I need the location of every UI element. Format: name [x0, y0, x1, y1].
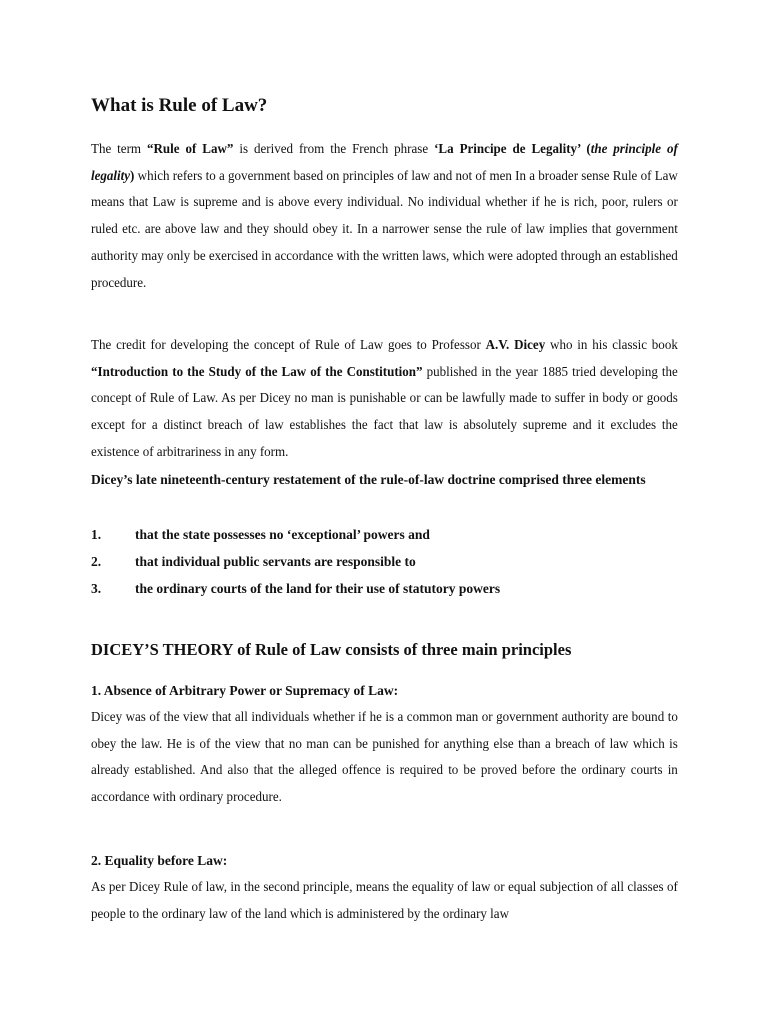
section-heading: DICEY’S THEORY of Rule of Law consists of three main principles	[91, 640, 572, 659]
paragraph-dicey-credit	[91, 333, 678, 467]
text: The credit for developing the concept of Rule of Law goes to Professor	[91, 338, 486, 353]
paragraph-three-elements: Dicey’s late nineteenth-century restatement of the rule-of-law doctrine comprised three elements	[91, 472, 646, 487]
paragraph-definition	[91, 137, 678, 297]
list-number: 1.	[91, 527, 102, 542]
principle-2-body: As per Dicey Rule of law, in the second principle, means the equality of law or equal subjection of all classes of people to the ordinary law of the land which is administered by the ordinary law	[91, 880, 678, 922]
elements-list	[91, 521, 678, 602]
list-text: that individual public servants are responsible to	[135, 554, 416, 569]
list-item	[91, 521, 678, 548]
text: published in the year 1885 tried developing the concept of Rule of Law. As per Dicey no man is punishable or can be lawfully made to suffer in body or goods except for a distinct breach of law establishes the fact that law is absolutely supreme and it excludes the existence of arbitrariness in any form.	[91, 364, 678, 460]
french-phrase: ‘La Principe de Legality’	[434, 142, 581, 157]
principle-2-title: 2. Equality before Law:	[91, 853, 228, 868]
text: which refers to a government based on principles of law and not of men In a broader sense Rule of Law means that Law is supreme and is above every individual. No individual whether if he is rich, poor, rulers or ruled etc. are above law and they should obey it. In a narrower sense the rule of law implies that government authority may only be exercised in accordance with the written laws, which were adopted through an established procedure.	[91, 168, 678, 291]
author-name: A.V. Dicey	[485, 338, 546, 353]
text: (	[580, 142, 591, 157]
list-text: that the state possesses no ‘exceptional’ powers and	[135, 527, 430, 542]
text: is derived from the French phrase	[233, 142, 435, 157]
term-rule-of-law: “Rule of Law”	[147, 142, 234, 157]
list-text: the ordinary courts of the land for their use of statutory powers	[135, 581, 501, 596]
phrase-translation: the principle of legality	[91, 142, 678, 184]
document-title: What is Rule of Law?	[91, 95, 268, 116]
list-item	[91, 575, 678, 602]
principle-1-title: 1. Absence of Arbitrary Power or Supremacy of Law:	[91, 683, 399, 698]
book-title: “Introduction to the Study of the Law of the Constitution”	[91, 364, 423, 380]
list-number: 3.	[91, 581, 102, 596]
principle-1-body: Dicey was of the view that all individuals whether if he is a common man or government authority are bound to obey the law. He is of the view that no man can be punished for anything else than a breach of law which is already established. And also that the alleged offence is required to be proved before the ordinary courts in accordance with ordinary procedure.	[91, 710, 678, 806]
text: who in his classic book	[545, 338, 678, 353]
list-number: 2.	[91, 554, 102, 569]
list-item	[91, 548, 678, 575]
text: The term	[91, 142, 148, 157]
text: )	[130, 168, 135, 184]
